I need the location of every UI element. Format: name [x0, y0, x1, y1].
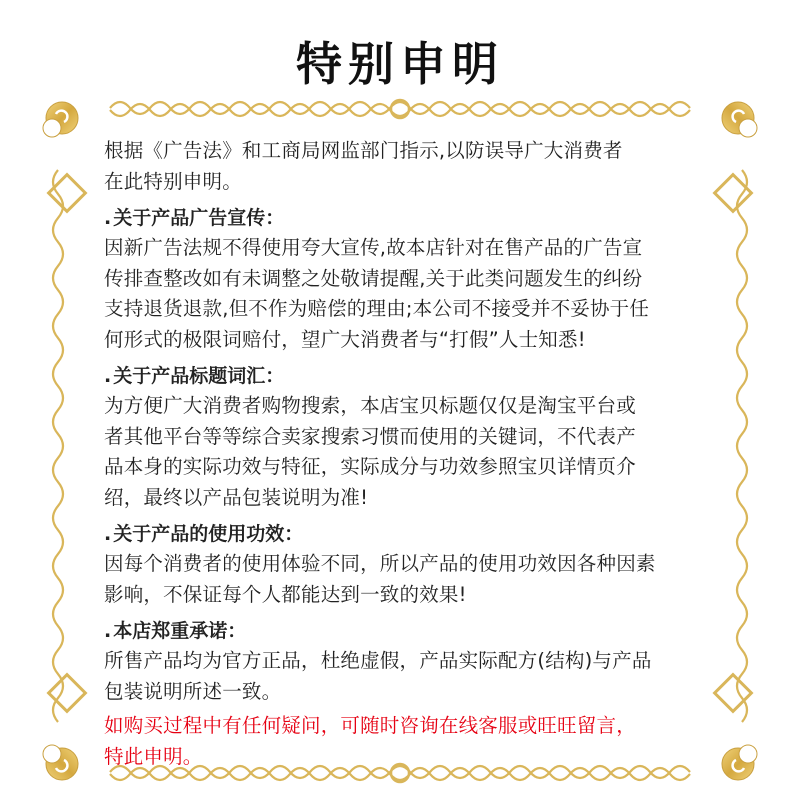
section-line: 因每个消费者的使用体验不同，所以产品的使用功效因各种因素: [104, 552, 656, 575]
section-heading: . 关于产品广告宣传：: [104, 207, 285, 229]
section-line: 品本身的实际功效与特征，实际成分与功效参照宝贝详情页介: [104, 455, 636, 478]
notice-line: 特此申明。: [104, 744, 203, 768]
notice-line: 如购买过程中有任何疑问，可随时咨询在线客服或旺旺留言，: [104, 714, 636, 737]
section-line: 何形式的极限词赔付，望广大消费者与“打假”人士知悉!: [104, 327, 586, 351]
intro-line: 在此特别申明。: [104, 169, 242, 193]
intro-line: 根据《广告法》和工商局网监部门指示,以防误导广大消费者: [104, 139, 623, 162]
section-line: 因新广告法规不得使用夸大宣传,故本店针对在售产品的广告宣: [104, 236, 643, 259]
bullet-icon: .: [104, 207, 112, 229]
page-title: 特别申明: [296, 37, 504, 91]
section-line: 影响，不保证每个人都能达到一致的效果!: [104, 582, 467, 606]
bullet-icon: .: [104, 365, 112, 387]
section-heading: . 本店郑重承诺：: [104, 620, 247, 642]
section-heading: . 关于产品的使用功效：: [104, 523, 304, 545]
bullet-icon: .: [104, 523, 112, 545]
section-line: 包装说明所述一致。: [104, 679, 282, 703]
bullet-icon: .: [104, 620, 112, 642]
section-line: 者其他平台等等综合卖家搜索习惯而使用的关键词，不代表产: [104, 424, 636, 448]
section-line: 为方便广大消费者购物搜索，本店宝贝标题仅仅是淘宝平台或: [104, 394, 636, 417]
section-line: 传排查整改如有未调整之处敬请提醒,关于此类问题发生的纠纷: [104, 266, 643, 290]
section-heading: . 关于产品标题词汇：: [104, 365, 285, 387]
section-line: 所售产品均为官方正品，杜绝虚假，产品实际配方(结构)与产品: [104, 649, 652, 672]
section-line: 支持退货退款,但不作为赔偿的理由;本公司不接受并不妥协于任: [104, 297, 650, 320]
statement-body: [104, 136, 704, 772]
section-line: 绍，最终以产品包装说明为准!: [104, 485, 369, 509]
